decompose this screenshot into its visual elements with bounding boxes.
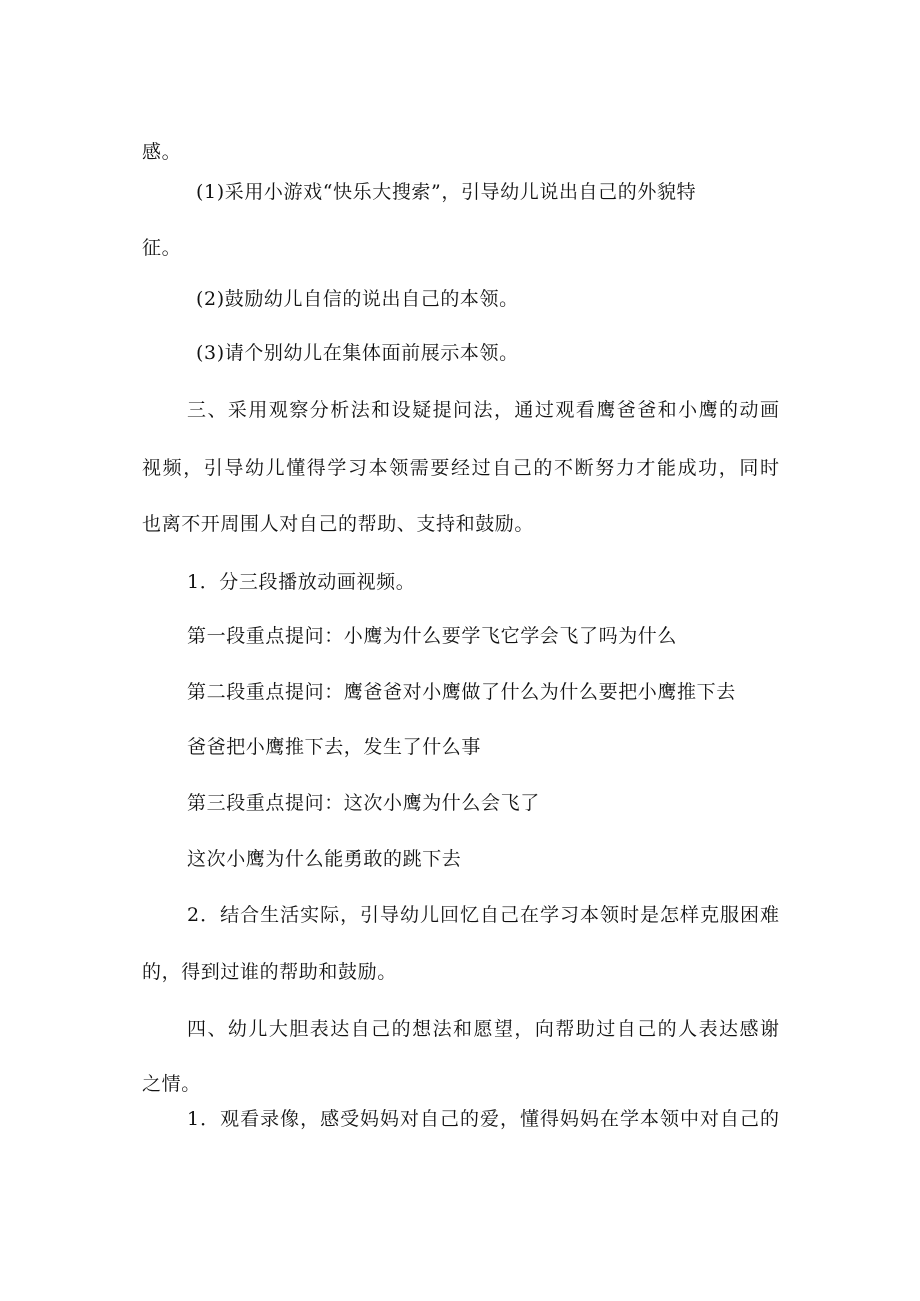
text-line-16: 的，得到过谁的帮助和鼓励。: [142, 961, 397, 983]
text-line-17: 四、幼儿大胆表达自己的想法和愿望，向帮助过自己的人表达感谢: [187, 1018, 779, 1040]
text-line-15: 2．结合生活实际，引导幼儿回忆自己在学习本领时是怎样克服困难: [187, 904, 779, 926]
text-line-5: (3)请个别幼儿在集体面前展示本领。: [196, 342, 519, 364]
text-line-14: 这次小鹰为什么能勇敢的跳下去: [187, 848, 462, 870]
text-line-9: 1．分三段播放动画视频。: [187, 571, 416, 593]
text-line-1: 感。: [142, 141, 182, 163]
text-line-8: 也离不开周围人对自己的帮助、支持和鼓励。: [142, 513, 535, 535]
text-line-12: 爸爸把小鹰推下去，发生了什么事: [187, 736, 482, 758]
text-line-10: 第一段重点提问：小鹰为什么要学飞它学会飞了吗为什么: [187, 625, 678, 647]
text-line-11: 第二段重点提问：鹰爸爸对小鹰做了什么为什么要把小鹰推下去: [187, 681, 736, 703]
text-line-4: (2)鼓励幼儿自信的说出自己的本领。: [196, 288, 519, 310]
text-line-7: 视频，引导幼儿懂得学习本领需要经过自己的不断努力才能成功，同时: [142, 457, 779, 479]
text-line-3: 征。: [142, 237, 182, 259]
text-line-2: (1)采用小游戏“快乐大搜索”，引导幼儿说出自己的外貌特: [196, 181, 697, 203]
text-line-18: 之情。: [142, 1073, 201, 1095]
text-line-13: 第三段重点提问：这次小鹰为什么会飞了: [187, 792, 540, 814]
text-line-19: 1．观看录像，感受妈妈对自己的爱，懂得妈妈在学本领中对自己的: [187, 1108, 779, 1130]
text-line-6: 三、采用观察分析法和设疑提问法，通过观看鹰爸爸和小鹰的动画: [187, 399, 779, 421]
